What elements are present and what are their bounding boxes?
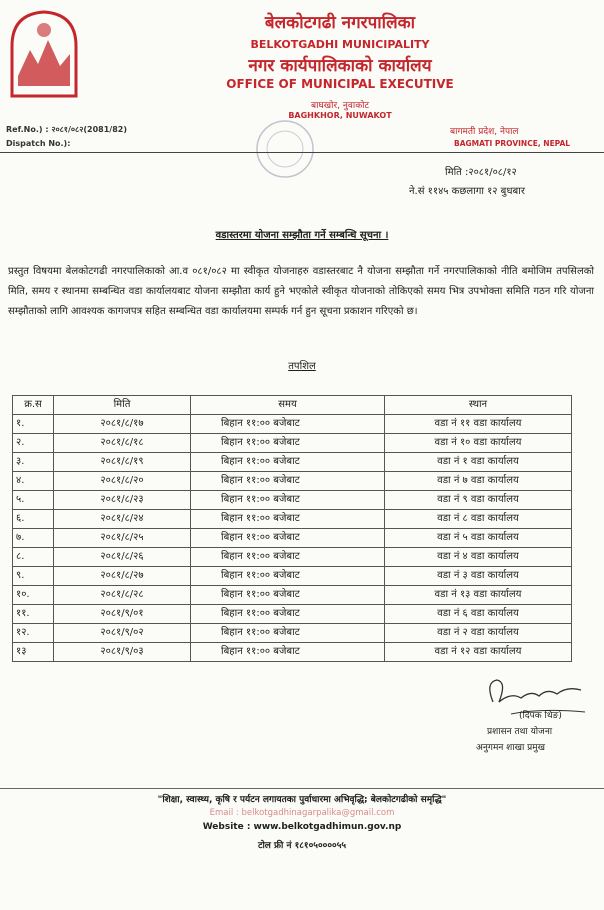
cell-time: बिहान ११:०० बजेबाट: [191, 548, 385, 567]
cell-time: बिहान ११:०० बजेबाट: [191, 472, 385, 491]
signatory-title-2: अनुगमन शाखा प्रमुख: [476, 743, 546, 753]
cell-sn: ४.: [13, 472, 54, 491]
cell-place: वडा नं ६ वडा कार्यालय: [385, 605, 572, 624]
cell-time: बिहान ११:०० बजेबाट: [191, 510, 385, 529]
table-row: [13, 415, 572, 434]
header-divider: [0, 152, 604, 153]
cell-time: बिहान ११:०० बजेबाट: [191, 643, 385, 662]
municipality-name-en: BELKOTGADHI MUNICIPALITY: [250, 38, 430, 51]
office-seal-stamp: [254, 118, 316, 180]
cell-place: वडा नं ७ वडा कार्यालय: [385, 472, 572, 491]
cell-place: वडा नं १० वडा कार्यालय: [385, 434, 572, 453]
table-title: तपशिल: [288, 361, 316, 372]
cell-place: वडा नं १२ वडा कार्यालय: [385, 643, 572, 662]
cell-sn: ७.: [13, 529, 54, 548]
cell-time: बिहान ११:०० बजेबाट: [191, 624, 385, 643]
cell-place: वडा नं ८ वडा कार्यालय: [385, 510, 572, 529]
province-np: बागमती प्रदेश, नेपाल: [450, 127, 519, 137]
schedule-table: [12, 395, 572, 662]
cell-date: २०८१/८/२३: [54, 491, 191, 510]
cell-date: २०८१/८/२५: [54, 529, 191, 548]
header-date: मिति: [54, 396, 191, 415]
table-header-row: [13, 396, 572, 415]
cell-place: वडा नं २ वडा कार्यालय: [385, 624, 572, 643]
table-row: [13, 586, 572, 605]
cell-date: २०८१/८/१८: [54, 434, 191, 453]
cell-sn: ९.: [13, 567, 54, 586]
cell-date: २०८१/९/०१: [54, 605, 191, 624]
cell-time: बिहान ११:०० बजेबाट: [191, 586, 385, 605]
cell-time: बिहान ११:०० बजेबाट: [191, 567, 385, 586]
cell-sn: १३: [13, 643, 54, 662]
table-row: [13, 472, 572, 491]
municipality-name-np: बेलकोटगढी नगरपालिका: [264, 13, 416, 33]
header-sn: क्र.स: [13, 396, 54, 415]
cell-time: बिहान ११:०० बजेबाट: [191, 529, 385, 548]
cell-place: वडा नं १ वडा कार्यालय: [385, 453, 572, 472]
cell-date: २०८१/९/०३: [54, 643, 191, 662]
footer-website: Website : www.belkotgadhimun.gov.np: [202, 822, 402, 832]
cell-date: २०८१/८/२८: [54, 586, 191, 605]
address-en: BAGHKHOR, NUWAKOT: [288, 111, 392, 120]
cell-date: २०८१/८/२७: [54, 567, 191, 586]
cell-sn: १.: [13, 415, 54, 434]
notice-subject: वडास्तरमा योजना सम्झौता गर्ने सम्बन्धि सूचना ।: [215, 230, 389, 241]
table-row: [13, 510, 572, 529]
cell-sn: २.: [13, 434, 54, 453]
office-name-en: OFFICE OF MUNICIPAL EXECUTIVE: [226, 77, 454, 91]
cell-date: २०८१/८/१७: [54, 415, 191, 434]
cell-place: वडा नं ११ वडा कार्यालय: [385, 415, 572, 434]
table-row: [13, 624, 572, 643]
cell-sn: १२.: [13, 624, 54, 643]
cell-sn: ६.: [13, 510, 54, 529]
footer-slogan: "शिक्षा, स्वास्थ्य, कृषि र पर्यटन लगायतका पुर्वाधारमा अभिवृद्धि; बेलकोटगढीको समृद्धि": [157, 795, 447, 805]
reference-number: Ref.No.) : २०८१/०८२(2081/82): [6, 125, 127, 134]
table-row: [13, 643, 572, 662]
notice-body: प्रस्तुत विषयमा बेलकोटगढी नगरपालिकाको आ.व ०८१/०८२ मा स्वीकृत योजनाहरु वडास्तरबाट नै योजना सम्झौता गर्ने नगरपालिकाको नीति बमोजिम तपसिलको मिति, समय र स्थानमा सम्बन्धित वडा कार्यालयबाट योजना सम्झौता कार्य हुने भएकोले स्वीकृत योजनाको तोकिएको समय भित्र उपभोक्ता समिति गठन गरि योजना सम्झौताको लागि आवश्यक कागजपत्र सहित सम्बन्धित वडा कार्यालयमा सम्पर्क गर्न हुन सूचना प्रकाशन गरिएको छ।: [8, 266, 594, 317]
cell-place: वडा नं ४ वडा कार्यालय: [385, 548, 572, 567]
cell-time: बिहान ११:०० बजेबाट: [191, 434, 385, 453]
cell-place: वडा नं ५ वडा कार्यालय: [385, 529, 572, 548]
cell-sn: १०.: [13, 586, 54, 605]
cell-sn: ८.: [13, 548, 54, 567]
cell-place: वडा नं ३ वडा कार्यालय: [385, 567, 572, 586]
cell-time: बिहान ११:०० बजेबाट: [191, 605, 385, 624]
cell-date: २०८१/८/२६: [54, 548, 191, 567]
cell-date: २०८१/८/२४: [54, 510, 191, 529]
footer-email: Email : belkotgadhinagarpalika@gmail.com: [209, 808, 395, 818]
nepal-sambat-date: ने.सं ११४५ कछलागा १२ बुधबार: [409, 186, 525, 197]
cell-time: बिहान ११:०० बजेबाट: [191, 491, 385, 510]
cell-date: २०८१/९/०२: [54, 624, 191, 643]
province-en: BAGMATI PROVINCE, NEPAL: [454, 139, 571, 148]
table-row: [13, 434, 572, 453]
office-name-np: नगर कार्यपालिकाको कार्यालय: [248, 56, 432, 76]
table-row: [13, 605, 572, 624]
cell-place: वडा नं १३ वडा कार्यालय: [385, 586, 572, 605]
cell-sn: ११.: [13, 605, 54, 624]
cell-sn: ३.: [13, 453, 54, 472]
header-place: स्थान: [385, 396, 572, 415]
cell-place: वडा नं ९ वडा कार्यालय: [385, 491, 572, 510]
cell-date: २०८१/८/२०: [54, 472, 191, 491]
footer-divider: [0, 788, 604, 789]
table-row: [13, 567, 572, 586]
cell-sn: ५.: [13, 491, 54, 510]
table-row: [13, 453, 572, 472]
table-row: [13, 491, 572, 510]
date-line: मिति :२०८१/०८/१२: [445, 167, 517, 178]
footer-tollfree: टोल फ्री नं १८१०५००००५५: [257, 841, 347, 851]
table-row: [13, 548, 572, 567]
header-time: समय: [191, 396, 385, 415]
cell-time: बिहान ११:०० बजेबाट: [191, 415, 385, 434]
cell-date: २०८१/८/१९: [54, 453, 191, 472]
table-row: [13, 529, 572, 548]
dispatch-number: Dispatch No.):: [6, 139, 71, 148]
signatory-title-1: प्रशासन तथा योजना: [487, 727, 553, 737]
cell-time: बिहान ११:०० बजेबाट: [191, 453, 385, 472]
address-np: बाघखोर, नुवाकोट: [311, 101, 369, 111]
signatory-name: (दिपक थिङ): [519, 711, 562, 721]
